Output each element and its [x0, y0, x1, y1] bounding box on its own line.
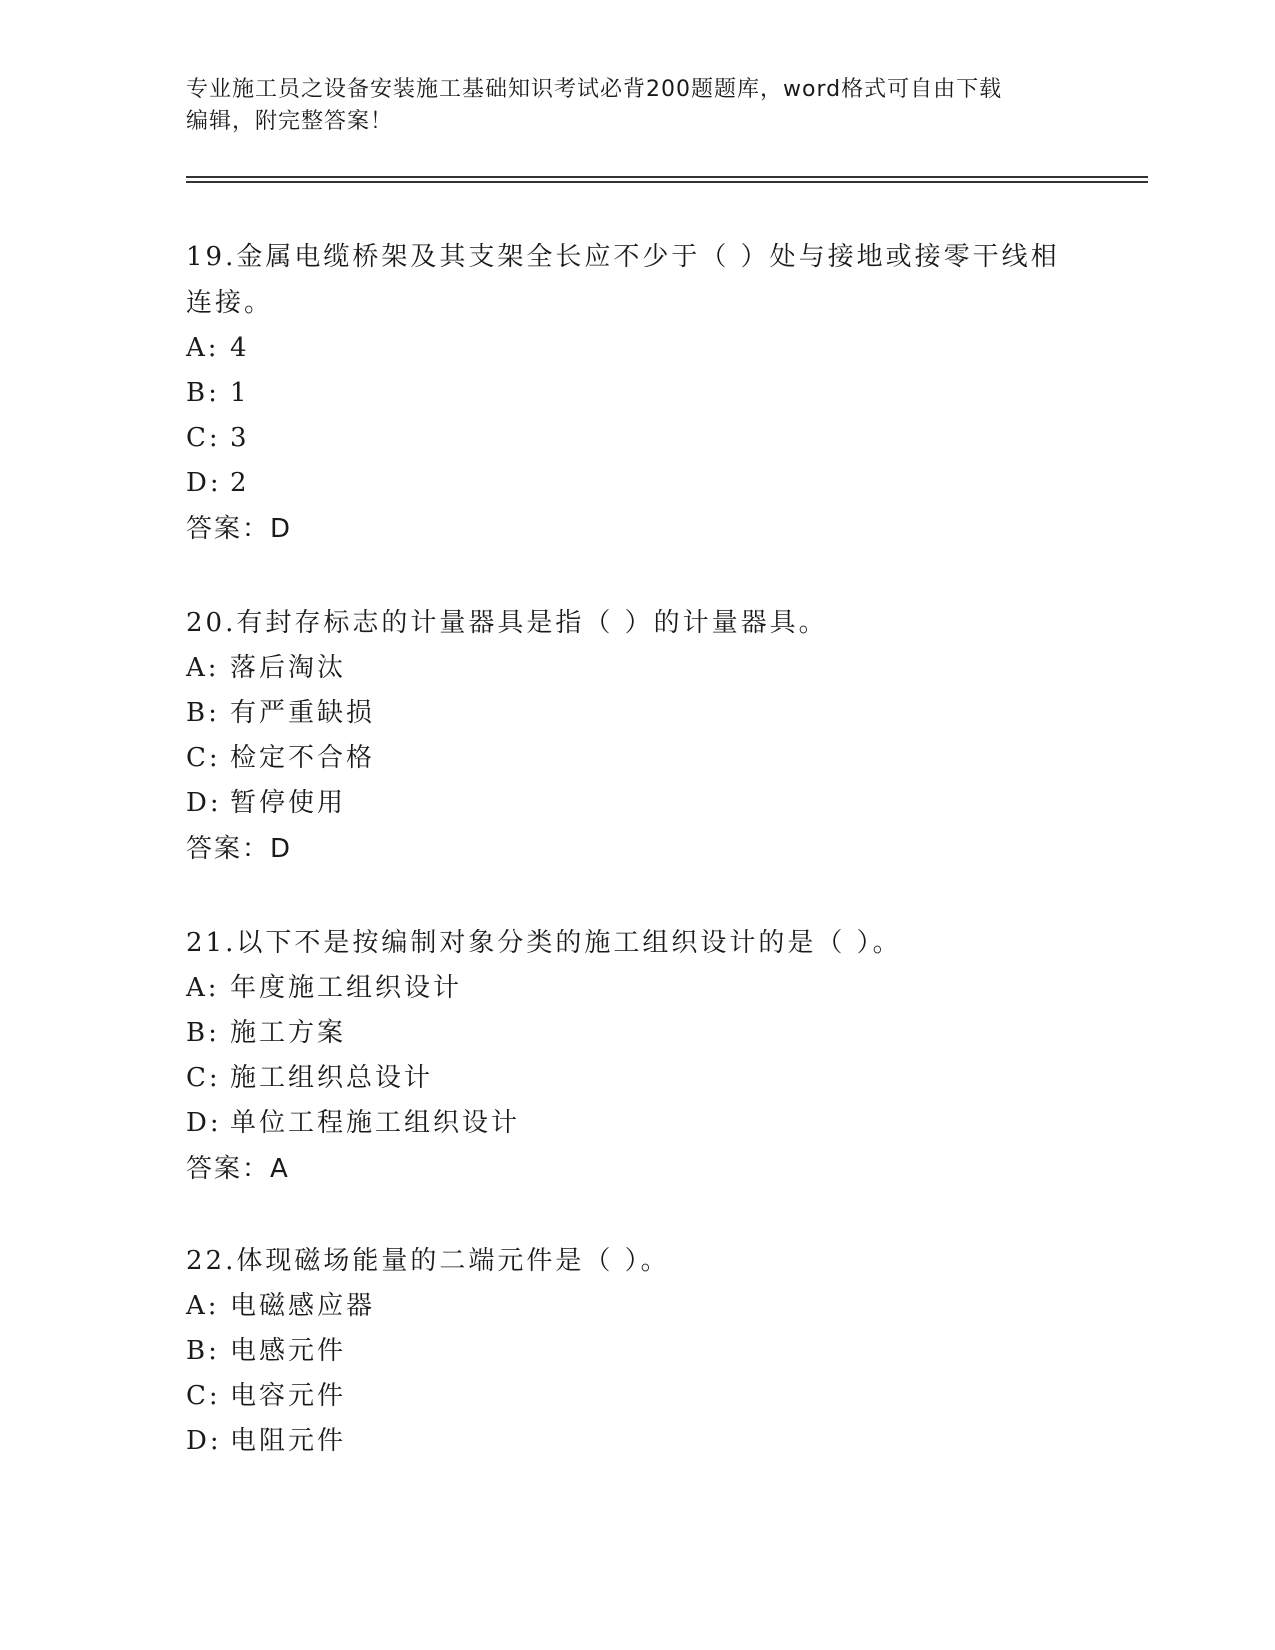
option-d — [186, 781, 1066, 826]
option-text: 电容元件 — [230, 1381, 347, 1411]
header-divider-bottom — [186, 181, 1148, 183]
question-22 — [186, 1238, 1066, 1464]
option-a — [186, 966, 1066, 1011]
option-text: 2 — [230, 468, 250, 498]
question-stem — [186, 600, 1066, 646]
option-b — [186, 1011, 1066, 1056]
option-key: B: — [186, 1018, 220, 1048]
option-text: 施工方案 — [230, 1018, 347, 1048]
option-key: D: — [186, 1426, 222, 1456]
document-header — [186, 74, 1086, 138]
option-key: B: — [186, 698, 220, 728]
question-stem-line-1: 20.有封存标志的计量器具是指（ ）的计量器具。 — [186, 608, 828, 638]
question-stem — [186, 234, 1066, 326]
option-key: B: — [186, 1336, 220, 1366]
answer-line: 答案：D — [186, 514, 293, 544]
option-text: 落后淘汰 — [230, 653, 347, 683]
option-key: D: — [186, 1108, 222, 1138]
option-text: 4 — [230, 333, 250, 363]
option-key: A: — [186, 973, 220, 1003]
option-d — [186, 461, 1066, 506]
option-text: 检定不合格 — [230, 743, 376, 773]
option-text: 电感元件 — [230, 1336, 347, 1366]
question-stem-line-1: 19.金属电缆桥架及其支架全长应不少于（ ）处与接地或接零干线相 — [186, 242, 1060, 272]
option-c — [186, 1374, 1066, 1419]
question-stem-line-1: 22.体现磁场能量的二端元件是（ ）。 — [186, 1246, 670, 1276]
option-b — [186, 371, 1066, 416]
header-line-2: 编辑，附完整答案！ — [186, 109, 394, 134]
option-b — [186, 1329, 1066, 1374]
option-key: C: — [186, 1063, 221, 1093]
option-key: A: — [186, 653, 220, 683]
option-text: 暂停使用 — [230, 788, 347, 818]
option-key: C: — [186, 743, 221, 773]
option-d — [186, 1101, 1066, 1146]
option-a — [186, 326, 1066, 371]
option-key: C: — [186, 423, 221, 453]
option-key: A: — [186, 1291, 220, 1321]
answer-line: 答案：A — [186, 1154, 290, 1184]
option-c — [186, 736, 1066, 781]
header-divider-top — [186, 176, 1148, 178]
header-line-1: 专业施工员之设备安装施工基础知识考试必背200题题库，word格式可自由下载 — [186, 77, 1003, 102]
question-stem-line-1: 21.以下不是按编制对象分类的施工组织设计的是（ ）。 — [186, 928, 902, 958]
option-key: B: — [186, 378, 220, 408]
question-stem — [186, 1238, 1066, 1284]
option-b — [186, 691, 1066, 736]
option-text: 有严重缺损 — [230, 698, 376, 728]
option-c — [186, 1056, 1066, 1101]
option-key: D: — [186, 788, 222, 818]
option-c — [186, 416, 1066, 461]
question-19 — [186, 234, 1066, 552]
option-text: 1 — [230, 378, 250, 408]
question-21 — [186, 920, 1066, 1192]
option-key: A: — [186, 333, 220, 363]
option-text: 单位工程施工组织设计 — [230, 1108, 521, 1138]
question-stem — [186, 920, 1066, 966]
option-key: D: — [186, 468, 222, 498]
option-text: 年度施工组织设计 — [230, 973, 463, 1003]
option-text: 3 — [230, 423, 250, 453]
option-a — [186, 646, 1066, 691]
option-d — [186, 1419, 1066, 1464]
option-text: 电磁感应器 — [230, 1291, 376, 1321]
option-key: C: — [186, 1381, 221, 1411]
option-text: 电阻元件 — [230, 1426, 347, 1456]
question-20 — [186, 600, 1066, 872]
answer-line: 答案：D — [186, 834, 293, 864]
option-text: 施工组织总设计 — [230, 1063, 434, 1093]
option-a — [186, 1284, 1066, 1329]
question-stem-line-2: 连接。 — [186, 288, 274, 318]
